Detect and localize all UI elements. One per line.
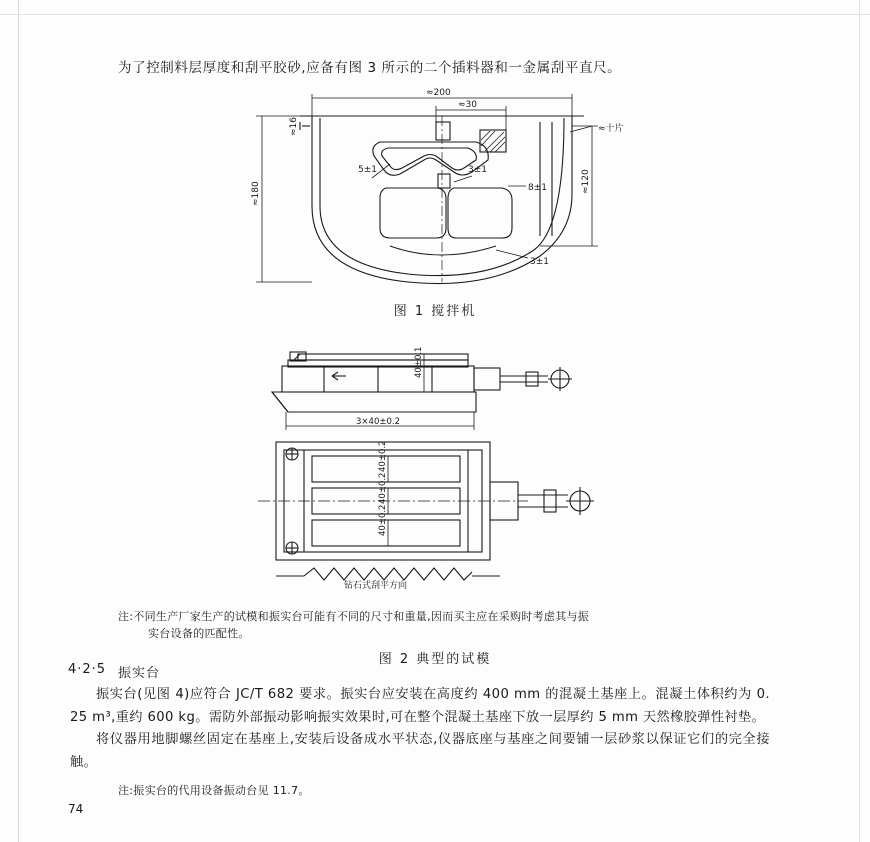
scan-edge-left: [18, 0, 19, 842]
page-number: 74: [68, 802, 84, 816]
fig1-dim-left-small: ≈16: [289, 117, 299, 136]
fig2-dim-plan-40-3: 40±0.2: [378, 504, 388, 536]
section-footnote: 注:振实台的代用设备振动台见 11.7。: [118, 784, 310, 797]
section-title: 振实台: [118, 666, 161, 681]
section-body: [70, 684, 770, 774]
section-number: 4·2·5: [68, 662, 107, 677]
scan-edge-right: [859, 0, 860, 842]
fig2-dim-top-height: 40±0.1: [414, 346, 424, 378]
section-paragraph-1: 振实台(见图 4)应符合 JC/T 682 要求。振实台应安装在高度约 400 mm 的混凝土基座上。混凝土体积约为 0. 25 m³,重约 600 kg。需防外部振动影响振实效果时,可在整个混凝土基座下放一层厚约 5 mm 天然橡胶弹性衬垫。: [70, 687, 770, 725]
section-paragraph-2: 将仪器用地脚螺丝固定在基座上,安装后设备成水平状态,仪器底座与基座之间要铺一层砂浆以保证它们的完全接触。: [70, 732, 770, 770]
fig2-dim-top-length: 3×40±0.2: [356, 417, 400, 427]
figure-2-note-lead: 注:不同生产厂家生产的试模和振实台可能有不同的尺寸和重量,因而买主应在采购时考虑其与振: [118, 610, 590, 623]
fig1-dim-tol3mid: 3±1: [468, 165, 487, 175]
figure-1-mixer-drawing: [240, 86, 640, 296]
intro-paragraph: 为了控制料层厚度和刮平胶砂,应备有图 3 所示的二个插料器和一金属刮平直尺。: [118, 60, 622, 76]
fig2-dim-plan-40-2: 40±0.2: [378, 472, 388, 504]
fig1-dim-top-inner: ≈30: [458, 100, 477, 110]
fig1-dim-tol3bottom: 3±1: [530, 257, 549, 267]
fig2-dim-plan-40-1: 40±0.2: [378, 440, 388, 472]
figure-1-caption: 图 1 搅拌机: [393, 304, 477, 319]
scan-edge-top: [0, 14, 870, 15]
fig1-dim-tol5: 5±1: [358, 165, 377, 175]
fig1-dim-left-height: ≈180: [251, 181, 261, 206]
fig1-dim-top-width: ≈200: [426, 88, 451, 98]
fig1-dim-side-note: ≈十片: [598, 124, 624, 134]
figure-2-note: [118, 608, 758, 642]
fig2-label-bottom: 钻石式刮平方向: [344, 581, 408, 590]
fig1-dim-right-height: ≈120: [581, 169, 591, 194]
figure-2-mould-drawing: [228, 330, 648, 590]
fig1-dim-tol8: 8±1: [528, 183, 547, 193]
figure-2-note-cont: 实台设备的匹配性。: [148, 627, 250, 640]
figure-2-caption: 图 2 典型的试模: [378, 652, 492, 667]
